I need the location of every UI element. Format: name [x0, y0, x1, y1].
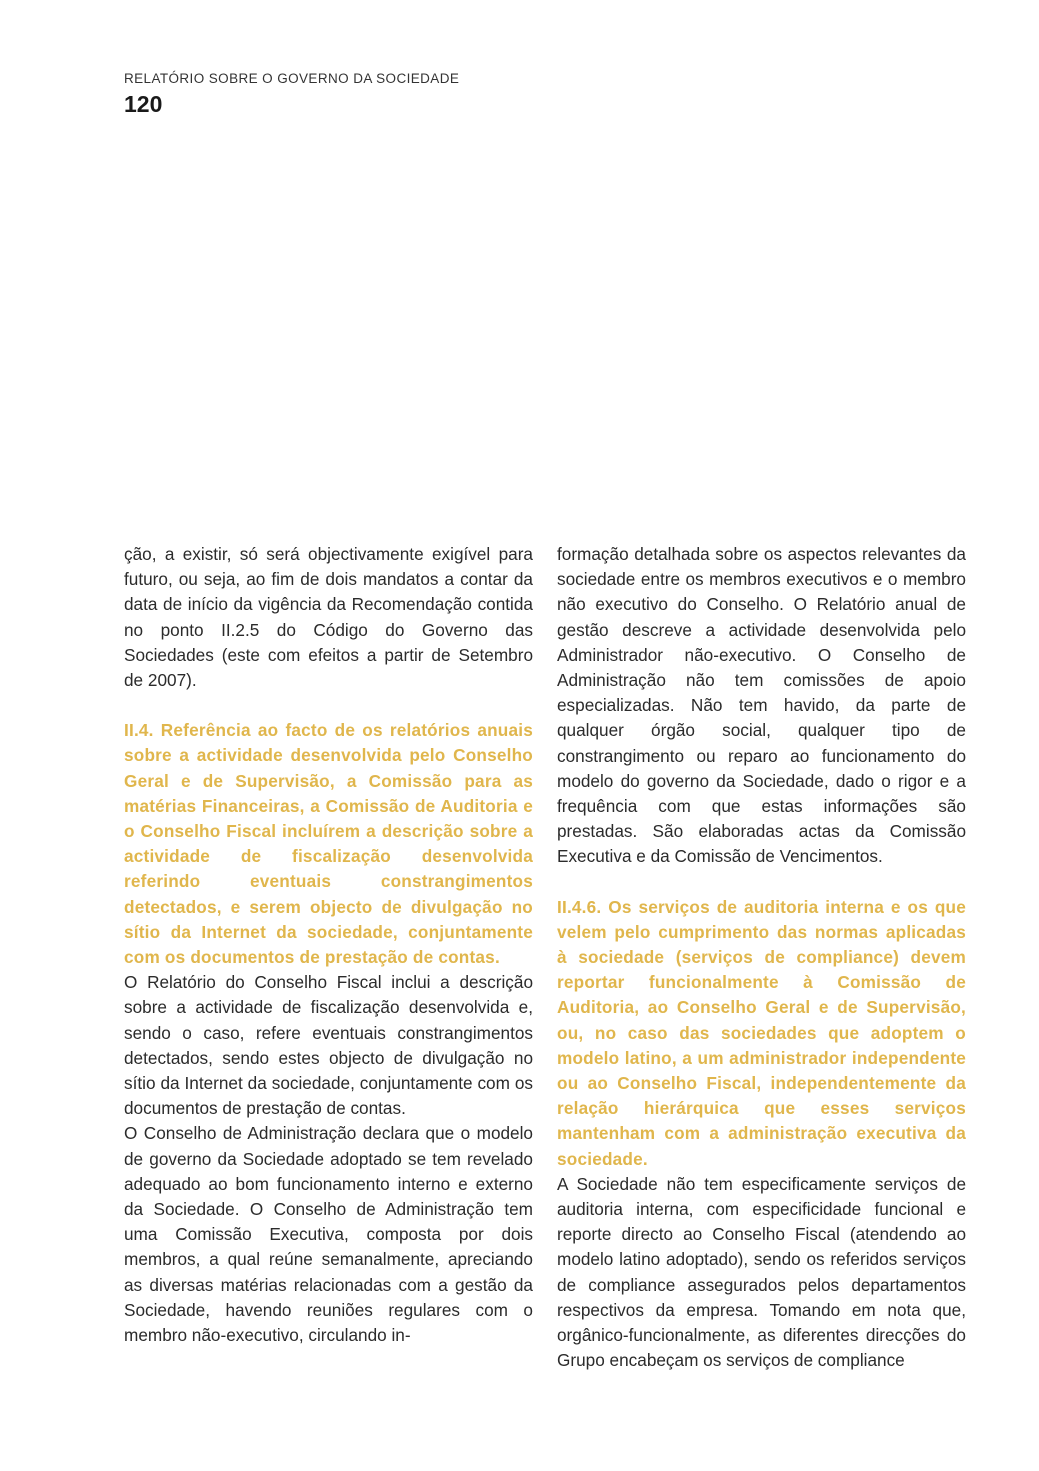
paragraph: O Relatório do Conselho Fiscal inclui a descrição sobre a actividade de fiscalização desenvolvida e, sendo o caso, refere eventuais constrangimentos detectados, sendo estes objecto de divulgação no sítio da Internet da sociedade, conjuntamente com os documentos de prestação de contas.: [124, 972, 533, 1119]
page-number: 120: [124, 91, 163, 117]
paragraph: ção, a existir, só será objectivamente exigível para futuro, ou seja, ao fim de dois mandatos a contar da data de início da vigência da Recomendação contida no ponto II.2.5 do Código do Governo das Sociedades (este com efeitos a partir de Setembro de 2007).: [124, 544, 533, 691]
section-title: RELATÓRIO SOBRE O GOVERNO DA SOCIEDADE: [124, 71, 460, 86]
page-header: [124, 70, 459, 118]
paragraph: O Conselho de Administração declara que o modelo de governo da Sociedade adoptado se tem revelado adequado ao bom funcionamento interno e externo da Sociedade. O Conselho de Administração tem uma Comissão Executiva, composta por dois membros, a qual reúne semanalmente, apreciando as diversas matérias relacionadas com a gestão da Sociedade, havendo reuniões regulares com o membro não-executivo, circulando in-: [124, 1123, 533, 1346]
paragraph: formação detalhada sobre os aspectos relevantes da sociedade entre os membros executivos e o membro não executivo do Conselho. O Relatório anual de gestão descreve a actividade desenvolvida pelo Administrador não-executivo. O Conselho de Administração não tem comissões de apoio especializadas. Não tem havido, da parte de qualquer órgão social, qualquer tipo de constrangimento ou reparo ao funcionamento do modelo do governo da Sociedade, dado o rigor e a frequência com que estas informações são prestadas. São elaboradas actas da Comissão Executiva e da Comissão de Vencimentos.: [557, 544, 966, 867]
right-column: [557, 542, 966, 1374]
paragraph: A Sociedade não tem especificamente serviços de auditoria interna, com especificidade funcional e reporte directo ao Conselho Fiscal (atendendo ao modelo latino adoptado), sendo os referidos serviços de compliance assegurados pelos departamentos respectivos da empresa. Tomando em nota que, orgânico-funcionalmente, as diferentes direcções do Grupo encabeçam os serviços de compliance: [557, 1173, 966, 1371]
left-column: [124, 542, 533, 1348]
section-heading-ii4: II.4. Referência ao facto de os relatórios anuais sobre a actividade desenvolvida pelo Conselho Geral e de Supervisão, a Comissão para as matérias Financeiras, a Comissão de Auditoria e o Conselho Fiscal incluírem a descrição sobre a actividade de fiscalização desenvolvida referindo eventuais constrangimentos detectados, e serem objecto de divulgação no sítio da Internet da sociedade, conjuntamente com os documentos de prestação de contas.: [124, 720, 533, 968]
section-heading-ii46: II.4.6. Os serviços de auditoria interna e os que velem pelo cumprimento das normas aplicadas à sociedade (serviços de compliance) devem reportar funcionalmente à Comissão de Auditoria, ao Conselho Geral e de Supervisão, ou, no caso das sociedades que adoptem o modelo latino, a um administrador independente ou ao Conselho Fiscal, independentemente da relação hierárquica que esses serviços mantenham com a administração executiva da sociedade.: [557, 896, 966, 1169]
